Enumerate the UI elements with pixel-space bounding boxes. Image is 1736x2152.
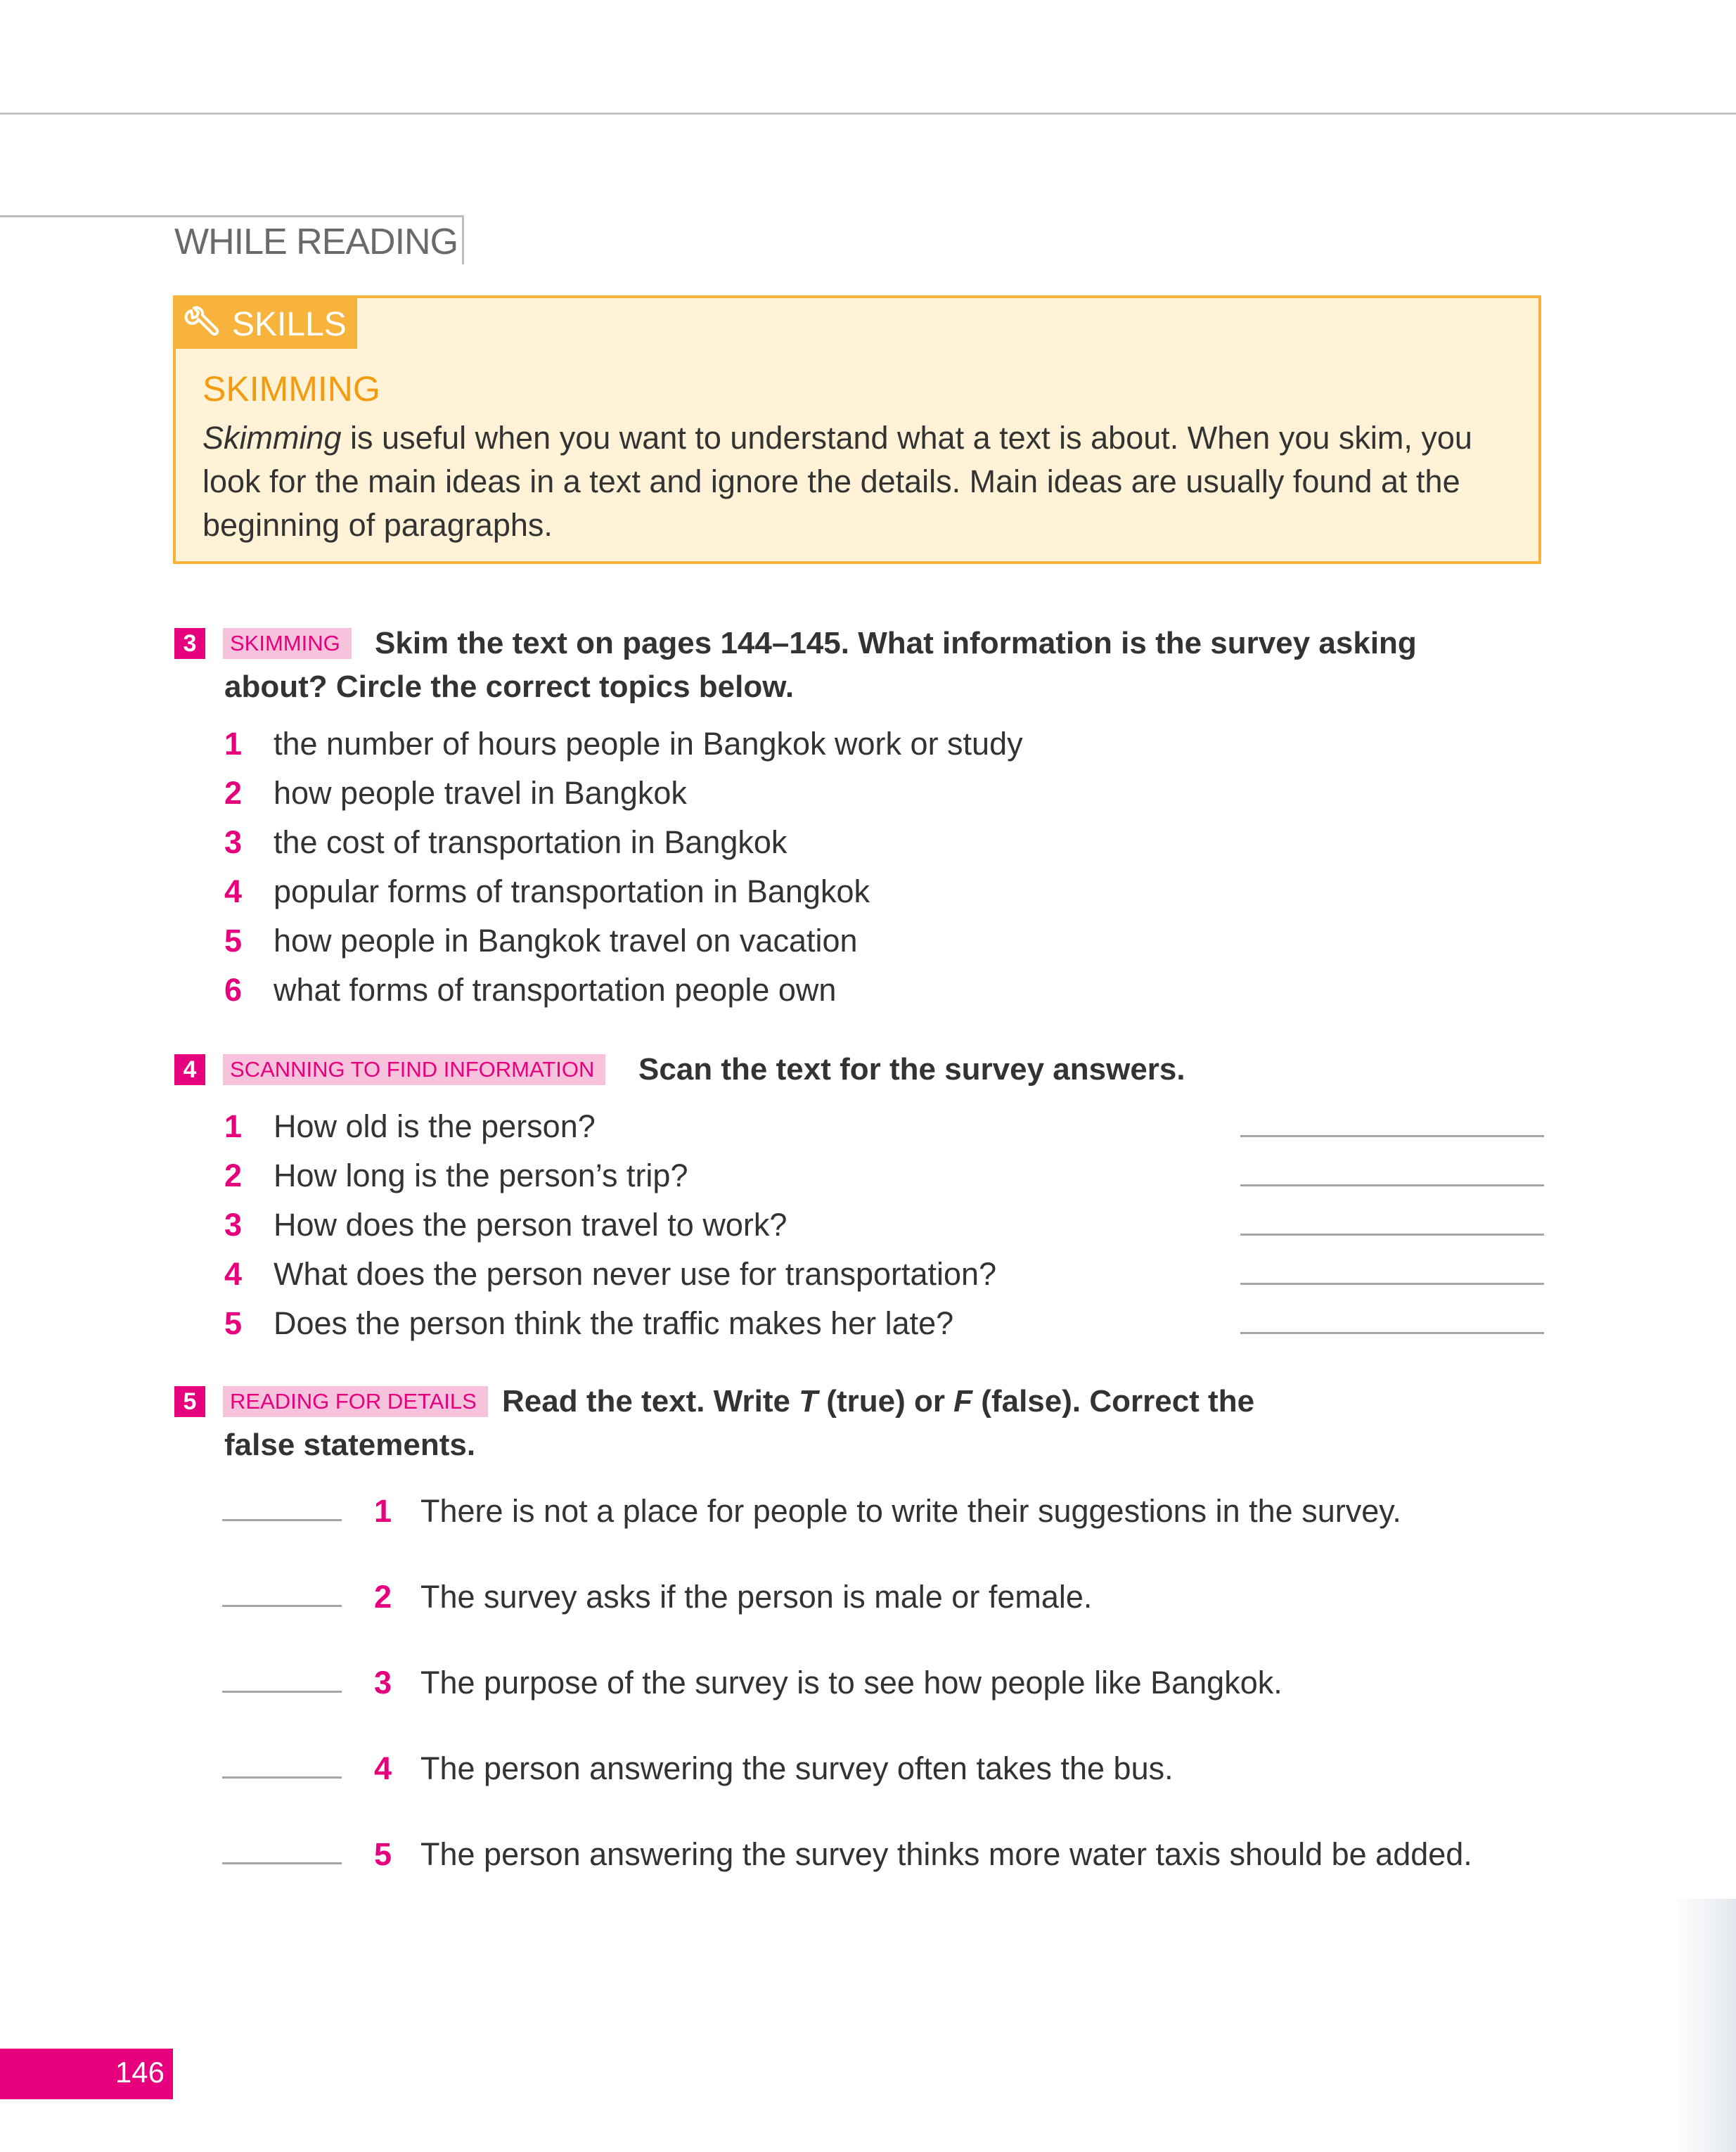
section-rule (0, 215, 464, 217)
item-number: 2 (224, 1158, 243, 1193)
section-rule-end (462, 215, 464, 264)
item-text: How long is the person’s trip? (274, 1158, 688, 1193)
exercise-3-number: 3 (174, 628, 205, 659)
true-false-blank[interactable] (222, 1519, 342, 1521)
answer-line[interactable] (1240, 1234, 1544, 1236)
exercise-5-number: 5 (174, 1386, 205, 1417)
answer-line[interactable] (1240, 1332, 1544, 1334)
exercise-3-instruction-line1: Skim the text on pages 144–145. What information is the survey asking (375, 626, 1417, 660)
exercise-4-number: 4 (174, 1054, 205, 1085)
exercise-5-instruction-line2: false statements. (224, 1428, 476, 1462)
item-number: 3 (224, 824, 243, 860)
skills-heading: SKIMMING (202, 369, 380, 409)
section-title: WHILE READING (174, 222, 458, 262)
item-number: 1 (374, 1493, 392, 1529)
item-number: 4 (224, 1256, 243, 1292)
item-number: 3 (374, 1665, 392, 1701)
true-false-blank[interactable] (222, 1691, 342, 1693)
page-number-tab (0, 2049, 173, 2099)
instruction-false-letter: F (953, 1384, 973, 1418)
item-text: The person answering the survey often takes the bus. (420, 1750, 1174, 1786)
answer-line[interactable] (1240, 1184, 1544, 1186)
skills-body-text: is useful when you want to understand what a text is about. When you skim, you look for the main ideas in a text and ignore the details. Main ideas are usually found at the beginning of paragraphs. (202, 420, 1472, 543)
exercise-4-tag: SCANNING TO FIND INFORMATION (223, 1054, 605, 1085)
item-number: 6 (224, 972, 243, 1008)
item-number: 3 (224, 1207, 243, 1243)
item-number: 4 (374, 1750, 392, 1786)
item-text[interactable]: the cost of transportation in Bangkok (274, 824, 787, 860)
skills-body-term: Skimming (202, 420, 342, 456)
item-number: 2 (374, 1579, 392, 1615)
item-text: The survey asks if the person is male or female. (420, 1579, 1093, 1615)
item-number: 4 (224, 873, 243, 909)
item-text: Does the person think the traffic makes her late? (274, 1305, 954, 1341)
skills-tab (176, 298, 357, 349)
page-edge-shadow (1673, 1899, 1736, 2152)
instruction-text: (true) or (818, 1384, 954, 1418)
item-number: 1 (224, 726, 243, 762)
instruction-text: (false). Correct the (972, 1384, 1255, 1418)
section-header (0, 215, 464, 264)
exercise-5-tag: READING FOR DETAILS (223, 1386, 488, 1417)
item-number: 5 (224, 1305, 243, 1341)
item-text[interactable]: how people in Bangkok travel on vacation (274, 923, 858, 959)
skills-body (202, 416, 1524, 547)
true-false-blank[interactable] (222, 1862, 342, 1864)
item-text: There is not a place for people to write their suggestions in the survey. (420, 1493, 1401, 1529)
skills-box (173, 295, 1541, 564)
item-number: 5 (224, 923, 243, 959)
exercise-4-instruction: Scan the text for the survey answers. (638, 1052, 1185, 1087)
exercise-5-instruction-line1 (502, 1380, 1254, 1423)
item-text[interactable]: popular forms of transportation in Bangkok (274, 873, 870, 909)
true-false-blank[interactable] (222, 1776, 342, 1779)
skills-tab-label: SKILLS (232, 306, 347, 343)
item-text[interactable]: the number of hours people in Bangkok work or study (274, 726, 1023, 762)
true-false-blank[interactable] (222, 1605, 342, 1607)
page-number: 146 (115, 2056, 165, 2089)
wrench-icon (183, 305, 221, 343)
exercise-3-tag: SKIMMING (223, 628, 352, 659)
item-text[interactable]: what forms of transportation people own (274, 972, 837, 1008)
item-text: The person answering the survey thinks more water taxis should be added. (420, 1836, 1472, 1872)
exercise-3-instruction-line2: about? Circle the correct topics below. (224, 670, 795, 704)
item-number: 5 (374, 1836, 392, 1872)
item-number: 1 (224, 1108, 243, 1144)
item-number: 2 (224, 775, 243, 811)
item-text: What does the person never use for transportation? (274, 1256, 997, 1292)
instruction-text: Read the text. Write (502, 1384, 799, 1418)
item-text[interactable]: how people travel in Bangkok (274, 775, 687, 811)
instruction-true-letter: T (799, 1384, 818, 1418)
answer-line[interactable] (1240, 1135, 1544, 1137)
top-rule (0, 113, 1736, 115)
item-text: The purpose of the survey is to see how people like Bangkok. (420, 1665, 1282, 1701)
answer-line[interactable] (1240, 1283, 1544, 1285)
item-text: How old is the person? (274, 1108, 596, 1144)
item-text: How does the person travel to work? (274, 1207, 787, 1243)
